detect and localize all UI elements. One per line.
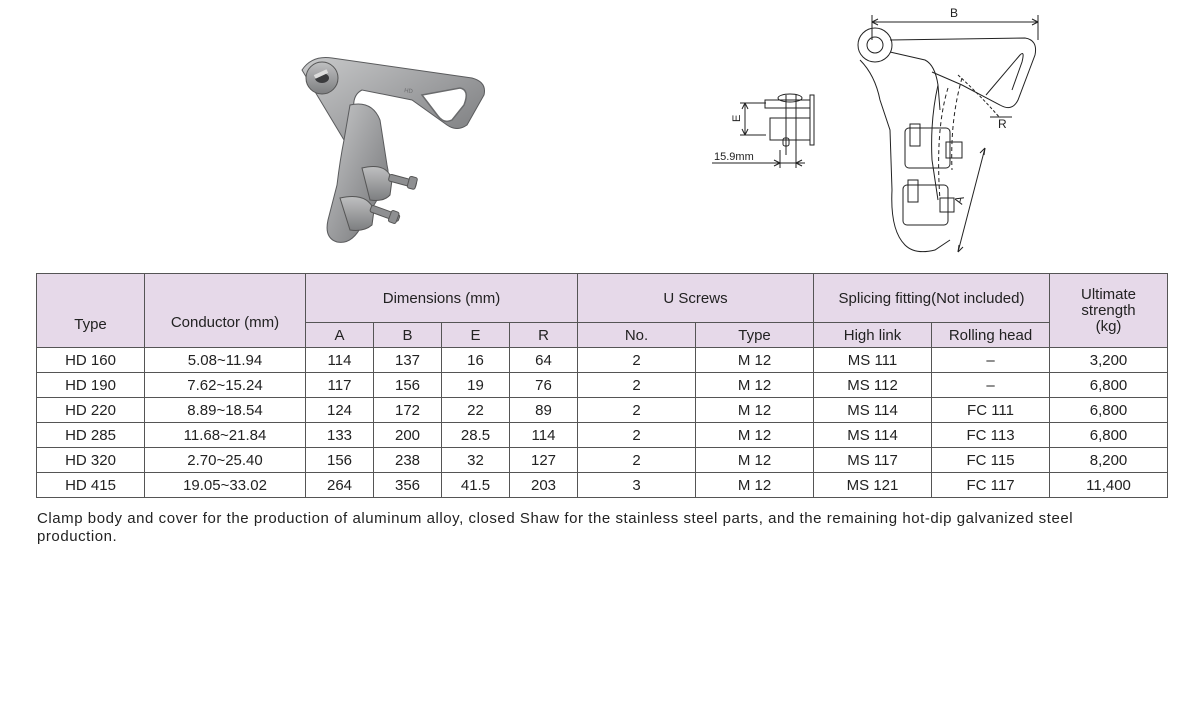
header-type: Type bbox=[37, 274, 145, 348]
cell-strength: 6,800 bbox=[1050, 373, 1168, 398]
diagram-label-width: 15.9mm bbox=[714, 151, 754, 163]
header-ultimate-strength bbox=[1050, 274, 1168, 348]
cell-e: 19 bbox=[442, 373, 510, 398]
cell-a: 114 bbox=[306, 348, 374, 373]
header-dim-a: A bbox=[306, 323, 374, 348]
cell-strength: 8,200 bbox=[1050, 448, 1168, 473]
header-conductor: Conductor (mm) bbox=[145, 274, 306, 348]
cell-strength: 6,800 bbox=[1050, 398, 1168, 423]
cell-conductor: 5.08~11.94 bbox=[145, 348, 306, 373]
diagram-label-e: E bbox=[731, 114, 743, 122]
cell-high-link: MS 117 bbox=[814, 448, 932, 473]
diagram-label-r: R bbox=[998, 117, 1007, 131]
cell-high-link: MS 111 bbox=[814, 348, 932, 373]
header-screw-no: No. bbox=[578, 323, 696, 348]
cell-e: 16 bbox=[442, 348, 510, 373]
cell-type: HD 160 bbox=[37, 348, 145, 373]
cell-rolling-head: FC 117 bbox=[932, 473, 1050, 498]
cell-screw-type: M 12 bbox=[696, 448, 814, 473]
header-high-link: High link bbox=[814, 323, 932, 348]
header-dim-r: R bbox=[510, 323, 578, 348]
cell-strength: 11,400 bbox=[1050, 473, 1168, 498]
cell-high-link: MS 114 bbox=[814, 423, 932, 448]
cell-r: 76 bbox=[510, 373, 578, 398]
cell-r: 203 bbox=[510, 473, 578, 498]
cell-b: 156 bbox=[374, 373, 442, 398]
cell-screw-no: 2 bbox=[578, 348, 696, 373]
cell-conductor: 11.68~21.84 bbox=[145, 423, 306, 448]
cell-a: 133 bbox=[306, 423, 374, 448]
cell-a: 156 bbox=[306, 448, 374, 473]
cell-type: HD 190 bbox=[37, 373, 145, 398]
footnote: Clamp body and cover for the production of aluminum alloy, closed Shaw for the stainless steel parts, and the remaining hot-dip galvanized steel production. bbox=[37, 510, 1074, 545]
cell-screw-type: M 12 bbox=[696, 373, 814, 398]
cell-r: 114 bbox=[510, 423, 578, 448]
cell-rolling-head: – bbox=[932, 348, 1050, 373]
cell-b: 356 bbox=[374, 473, 442, 498]
header-ultimate-line3: (kg) bbox=[1095, 317, 1122, 335]
cell-screw-type: M 12 bbox=[696, 398, 814, 423]
cell-type: HD 320 bbox=[37, 448, 145, 473]
header-screw-type: Type bbox=[696, 323, 814, 348]
table-row bbox=[37, 398, 1168, 423]
cell-screw-type: M 12 bbox=[696, 473, 814, 498]
table-row bbox=[37, 473, 1168, 498]
header-rolling-head: Rolling head bbox=[932, 323, 1050, 348]
cell-e: 22 bbox=[442, 398, 510, 423]
cell-screw-type: M 12 bbox=[696, 348, 814, 373]
cell-type: HD 285 bbox=[37, 423, 145, 448]
cell-screw-type: M 12 bbox=[696, 423, 814, 448]
cell-type: HD 415 bbox=[37, 473, 145, 498]
header-dimensions: Dimensions (mm) bbox=[306, 274, 578, 323]
svg-text:HD: HD bbox=[403, 88, 414, 96]
header-dim-b: B bbox=[374, 323, 442, 348]
cell-type: HD 220 bbox=[37, 398, 145, 423]
cell-high-link: MS 121 bbox=[814, 473, 932, 498]
table-row bbox=[37, 373, 1168, 398]
cell-conductor: 19.05~33.02 bbox=[145, 473, 306, 498]
clamp-photo bbox=[292, 50, 522, 260]
cell-b: 200 bbox=[374, 423, 442, 448]
cell-rolling-head: FC 115 bbox=[932, 448, 1050, 473]
cell-rolling-head: FC 113 bbox=[932, 423, 1050, 448]
cell-b: 137 bbox=[374, 348, 442, 373]
cell-strength: 6,800 bbox=[1050, 423, 1168, 448]
cell-e: 28.5 bbox=[442, 423, 510, 448]
header-u-screws: U Screws bbox=[578, 274, 814, 323]
cell-r: 64 bbox=[510, 348, 578, 373]
cell-conductor: 2.70~25.40 bbox=[145, 448, 306, 473]
header-ultimate-line1: Ultimate bbox=[1081, 285, 1137, 303]
diagram-label-b: B bbox=[950, 6, 959, 20]
table-row bbox=[37, 423, 1168, 448]
cell-conductor: 7.62~15.24 bbox=[145, 373, 306, 398]
header-dim-e: E bbox=[442, 323, 510, 348]
cell-a: 117 bbox=[306, 373, 374, 398]
cell-e: 41.5 bbox=[442, 473, 510, 498]
cell-b: 238 bbox=[374, 448, 442, 473]
cell-screw-no: 3 bbox=[578, 473, 696, 498]
diagram-label-a: A bbox=[951, 194, 967, 206]
cell-b: 172 bbox=[374, 398, 442, 423]
cell-conductor: 8.89~18.54 bbox=[145, 398, 306, 423]
cell-high-link: MS 112 bbox=[814, 373, 932, 398]
table-row bbox=[37, 448, 1168, 473]
header-ultimate-line2: strength bbox=[1081, 301, 1136, 319]
cell-screw-no: 2 bbox=[578, 423, 696, 448]
cell-strength: 3,200 bbox=[1050, 348, 1168, 373]
cell-r: 89 bbox=[510, 398, 578, 423]
cell-a: 264 bbox=[306, 473, 374, 498]
cell-a: 124 bbox=[306, 398, 374, 423]
header-splicing: Splicing fitting(Not included) bbox=[814, 274, 1050, 323]
cell-r: 127 bbox=[510, 448, 578, 473]
cell-screw-no: 2 bbox=[578, 448, 696, 473]
cell-screw-no: 2 bbox=[578, 373, 696, 398]
table-row bbox=[37, 348, 1168, 373]
cell-high-link: MS 114 bbox=[814, 398, 932, 423]
dimension-diagram bbox=[700, 0, 1060, 265]
cell-e: 32 bbox=[442, 448, 510, 473]
cell-rolling-head: FC 111 bbox=[932, 398, 1050, 423]
cell-screw-no: 2 bbox=[578, 398, 696, 423]
cell-rolling-head: – bbox=[932, 373, 1050, 398]
spec-table bbox=[36, 273, 1168, 498]
